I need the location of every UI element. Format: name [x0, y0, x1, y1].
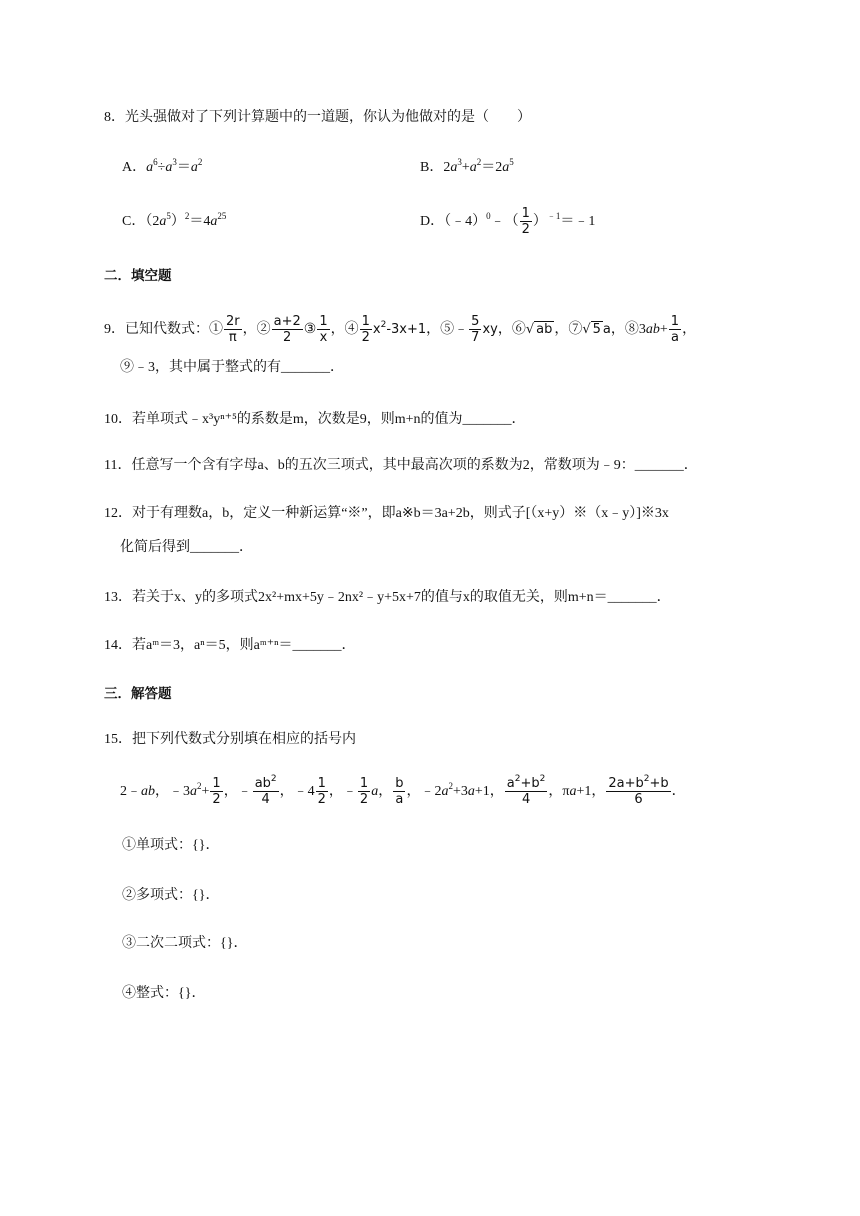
option-label: D． — [420, 214, 445, 229]
q15-expressions: 2﹣ab，$﹣3a^2+$ $\frac{1}{2}$ ，﹣ $\frac{ab^2}{4}$ ，﹣4 $\frac{1}{2}$ ，﹣ $\frac{1}{2}$ a， $\frac{b}{a}$ ，$﹣2a^2+3a+1$， $\frac{a^2+b^2}{4}$ ，πa+1， $\frac{2a+b^2+b}{6}$ ． — [120, 774, 686, 808]
q11: 11．任意写一个含有字母a、b的五次三项式，其中最高次项的系数为2，常数项为﹣9：_______． — [104, 458, 698, 473]
q15-stem: 15．把下列代数式分别填在相应的括号内 — [104, 732, 356, 747]
q9-line2: ⑨﹣3，其中属于整式的有_______． — [120, 360, 344, 375]
option-label: B． — [420, 160, 444, 175]
q15-sub4: ④整式：{}． — [122, 986, 206, 1001]
q13: 13．若关于x、y的多项式2x²+mx+5y﹣2nx²﹣y+5x+7的值与x的取值无关，则m+n＝_______． — [104, 590, 671, 605]
q15-sub2: ②多项式：{}． — [122, 888, 220, 903]
q8-option-d: D．（﹣4）$^0$﹣（ $\frac{1}{2}$ ）$^{﹣1}$＝﹣1 — [420, 206, 596, 238]
section-heading-fill-in: 二．填空题 — [104, 268, 172, 284]
q8-option-a: A．$a^6\div a^3=a^2$ — [122, 157, 203, 175]
q14: 14．若aᵐ＝3，aⁿ＝5，则aᵐ⁺ⁿ＝_______． — [104, 638, 356, 653]
q15-sub3: ③二次二项式：{}． — [122, 936, 248, 951]
q8-stem: 8．光头强做对了下列计算题中的一道题，你认为他做对的是（ ） — [104, 110, 531, 125]
q12-line2: 化简后得到_______． — [120, 540, 253, 555]
option-label: C． — [122, 214, 146, 229]
q9-prefix: 9．已知代数式： — [104, 322, 209, 337]
q15-sub1: ①单项式：{}． — [122, 838, 220, 853]
q12-line1: 12．对于有理数a，b，定义一种新运算“※”，即a※b＝3a+2b，则式子[（x+y）※（x﹣y）]※3x — [104, 506, 669, 521]
fraction: $\frac{1}{2}$ — [521, 206, 530, 238]
q8-option-b: B．$2a^3+a^2=2a^5$ — [420, 157, 514, 175]
q9-expressions: 9．已知代数式：① $\frac{2r}{\pi}$ ，② $\frac{a+2}{2}$ ③ $\frac{1}{x}$ ，④ $\frac{1}{2}$ $x^2-3x+1$，⑤﹣ $\frac{5}{7}$ xy，⑥√ ab ，⑦√ 5 a，⑧3ab+ $\frac{1}{a}$ ， — [104, 314, 697, 346]
q10: 10．若单项式﹣x³yⁿ⁺⁵的系数是m，次数是9，则m+n的值为_______． — [104, 412, 526, 427]
section-heading-answer: 三．解答题 — [104, 686, 172, 702]
q8-option-c: C．$(2a^5)^2=4a^{25}$ — [122, 211, 227, 229]
option-label: A． — [122, 160, 147, 175]
